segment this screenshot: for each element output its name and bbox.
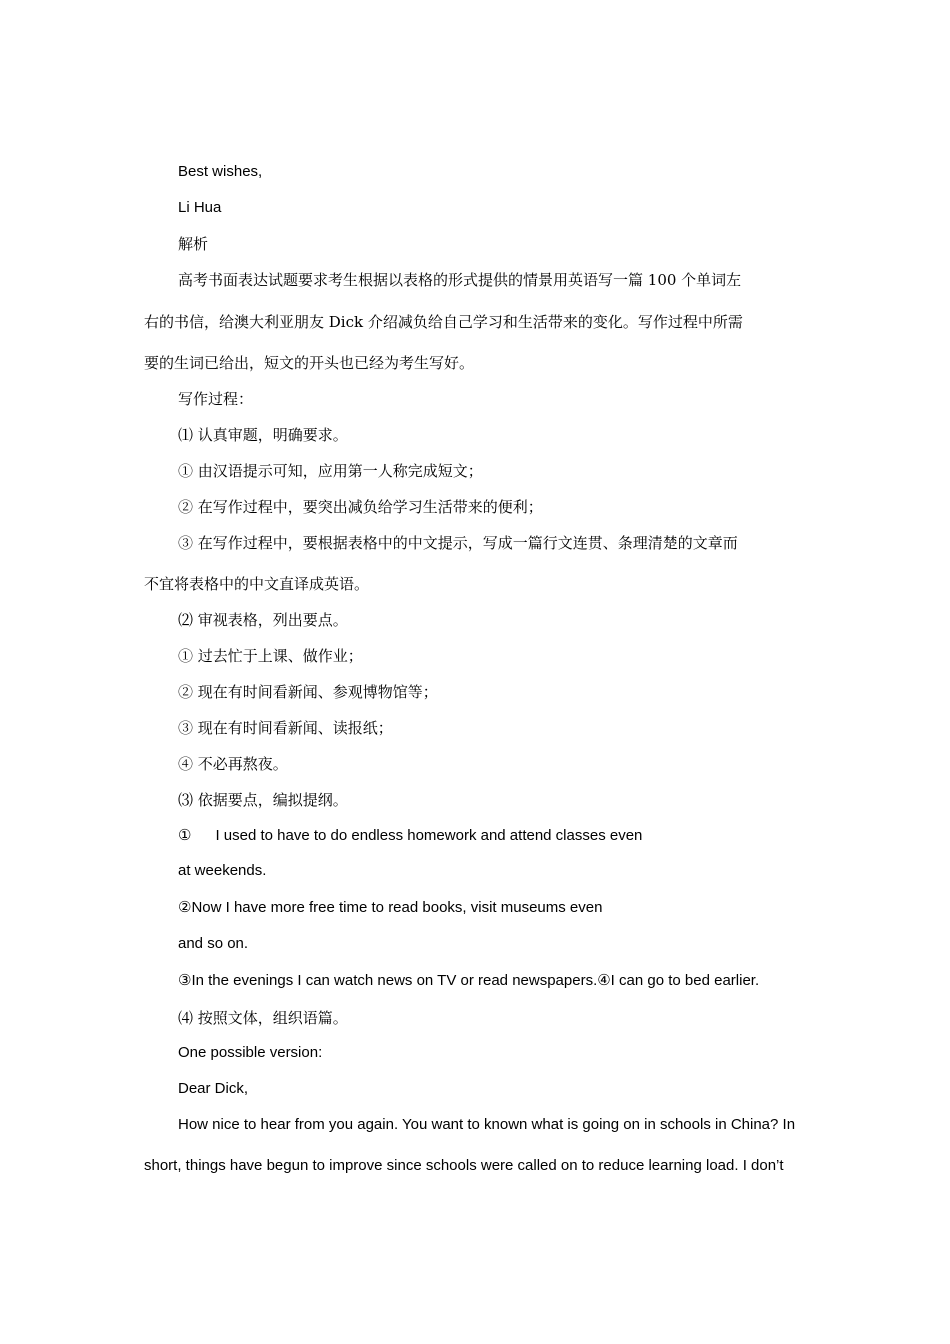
step-2-item-4: ④ 不必再熬夜。 [178, 755, 288, 773]
intro-line-1: 高考书面表达试题要求考生根据以表格的形式提供的情景用英语写一篇 100 个单词左 [178, 271, 742, 289]
step-2: ⑵ 审视表格，列出要点。 [178, 611, 348, 629]
letter-body-line-1: How nice to hear from you again. You want to known what is going on in schools in China? In [178, 1116, 796, 1133]
step-1-item-3-line-1: ③ 在写作过程中，要根据表格中的中文提示，写成一篇行文连贯、条理清楚的文章而 [178, 534, 738, 552]
letter-salutation: Dear Dick, [178, 1080, 249, 1097]
step-2-item-2: ② 现在有时间看新闻、参观博物馆等； [178, 683, 438, 701]
step-1-item-1: ① 由汉语提示可知，应用第一人称完成短文； [178, 462, 483, 480]
process-heading: 写作过程： [178, 390, 254, 408]
outline-item-1-text: I used to have to do endless homework and attend classes even [215, 827, 643, 844]
step-3: ⑶ 依据要点，编拟提纲。 [178, 791, 348, 809]
analysis-heading: 解析 [178, 235, 209, 253]
step-2-item-1: ① 过去忙于上课、做作业； [178, 647, 363, 665]
outline-item-1-marker: ① [178, 826, 192, 844]
step-1: ⑴ 认真审题，明确要求。 [178, 426, 348, 444]
letter-body-line-2: short, things have begun to improve since schools were called on to reduce learning load. I don’t [144, 1157, 784, 1174]
outline-item-2: ②Now I have more free time to read books, visit museums even [178, 899, 603, 916]
step-1-item-2: ② 在写作过程中，要突出减负给学习生活带来的便利； [178, 498, 543, 516]
outline-item-1-continued: at weekends. [178, 862, 267, 879]
intro-line-3: 要的生词已给出，短文的开头也已经为考生写好。 [144, 354, 475, 372]
outline-item-1 [178, 825, 642, 846]
outline-items-3-4: ③In the evenings I can watch news on TV or read newspapers.④I can go to bed earlier. [178, 972, 760, 989]
letter-closing: Best wishes, [178, 163, 263, 180]
step-1-item-3-line-2: 不宜将表格中的中文直译成英语。 [144, 575, 370, 593]
intro-line-2: 右的书信，给澳大利亚朋友 Dick 介绍减负给自己学习和生活带来的变化。写作过程中所需 [144, 313, 743, 331]
letter-signature: Li Hua [178, 199, 222, 216]
version-label: One possible version: [178, 1044, 323, 1061]
outline-item-2-continued: and so on. [178, 935, 249, 952]
step-4: ⑷ 按照文体，组织语篇。 [178, 1009, 348, 1027]
step-2-item-3: ③ 现在有时间看新闻、读报纸； [178, 719, 393, 737]
